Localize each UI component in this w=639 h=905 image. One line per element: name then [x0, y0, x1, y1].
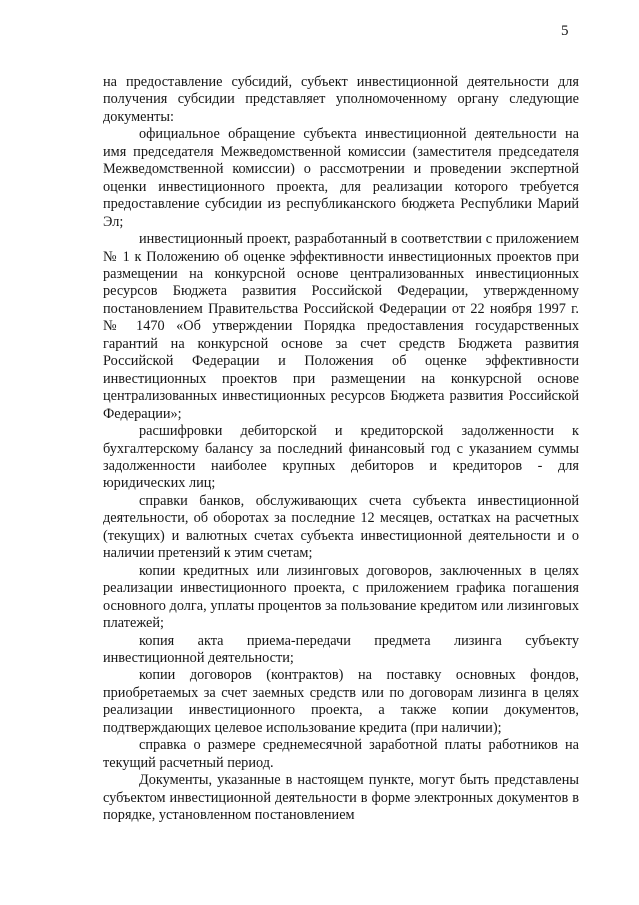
paragraph-supply-contracts: копии договоров (контрактов) на поставку основных фондов, приобретаемых за счет заемных средств или по договорам лизинга в целях реализации инвестиционного проекта, а также копии документов, подтверждающих целевое использование кредита (при наличии);: [103, 667, 579, 736]
document-body: [103, 74, 579, 824]
paragraph-investment-project: инвестиционный проект, разработанный в соответствии с приложением № 1 к Положению об оценке эффективности инвестиционных проектов при размещении на конкурсной основе централизованных инвестиционных ресурсов Бюджета развития Российской Федерации, утвержденному постановлением Правительства Российской Федерации от 22 ноября 1997 г. № 1470 «Об утверждении Порядка предоставления государственных гарантий на конкурсной основе за счет средств Бюджета развития Российской Федерации и Положения об оценке эффективности инвестиционных проектов при размещении на конкурсной основе централизованных инвестиционных ресурсов Бюджета развития Российской Федерации»;: [103, 231, 579, 422]
paragraph-leasing-act: копия акта приема-передачи предмета лизинга субъекту инвестиционной деятельности;: [103, 632, 579, 666]
paragraph-electronic-documents: Документы, указанные в настоящем пункте, могут быть представлены субъектом инвестиционной деятельности в форме электронных документов в порядке, установленном постановлением: [103, 772, 579, 824]
paragraph-salary-certificate: справка о размере среднемесячной заработной платы работников на текущий расчетный период.: [103, 737, 579, 771]
page-number: 5: [561, 23, 569, 39]
paragraph-bank-statements: справки банков, обслуживающих счета субъекта инвестиционной деятельности, об оборотах за последние 12 месяцев, остатках на расчетных (текущих) и валютных счетах субъекта инвестиционной деятельности и о наличии претензий к этим счетам;: [103, 492, 579, 562]
paragraph-credit-contracts: копии кредитных или лизинговых договоров, заключенных в целях реализации инвестиционного проекта, с приложением графика погашения основного долга, уплаты процентов за пользование кредитом или лизинговых платежей;: [103, 562, 579, 632]
paragraph-debt-breakdown: расшифровки дебиторской и кредиторской задолженности к бухгалтерскому балансу за последний финансовый год с указанием суммы задолженности наиболее крупных дебиторов и кредиторов - для юридических лиц;: [103, 423, 579, 492]
paragraph-official-appeal: официальное обращение субъекта инвестиционной деятельности на имя председателя Межведомственной комиссии (заместителя председателя Межведомственной комиссии) о рассмотрении и проведении экспертной оценки инвестиционного проекта, для реализации которого требуется предоставление субсидии из республиканского бюджета Республики Марий Эл;: [103, 126, 579, 230]
paragraph-intro: на предоставление субсидий, субъект инвестиционной деятельности для получения субсидии представляет уполномоченному органу следующие документы:: [103, 74, 579, 125]
